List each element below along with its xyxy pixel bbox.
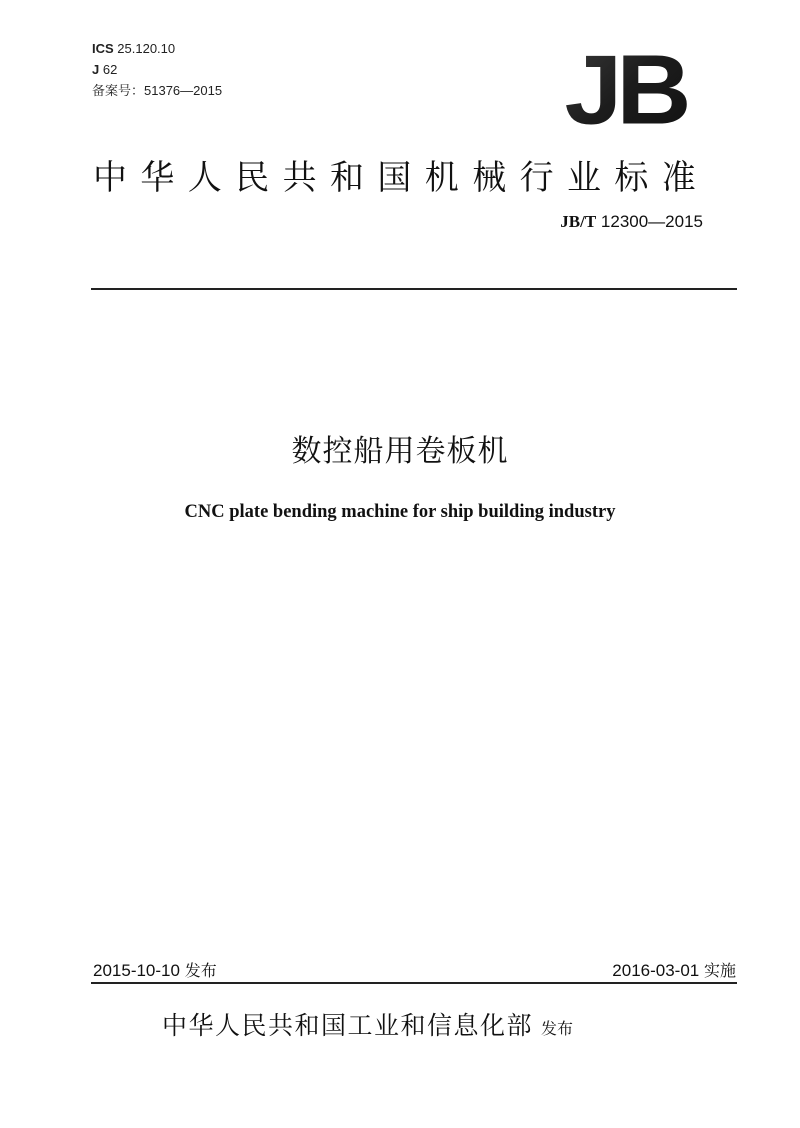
issuer-organization: 中华人民共和国工业和信息化部 [162, 1011, 534, 1040]
filing-label: 备案号： [92, 83, 145, 98]
standard-number-value: 12300—2015 [600, 212, 703, 231]
standard-number [560, 212, 703, 232]
filing-number: 51376—2015 [144, 83, 223, 98]
issue-date-value: 2015-10-10 [93, 961, 180, 980]
class-code-label: J [92, 62, 100, 77]
filing-line [92, 80, 222, 101]
document-meta [92, 38, 222, 101]
title-english: CNC plate bending machine for ship building industry [184, 502, 616, 522]
implement-date [612, 958, 736, 981]
class-code: 62 [102, 62, 118, 77]
class-code-line [92, 59, 222, 80]
ics-line [92, 38, 222, 59]
issue-date-label: 发布 [184, 961, 217, 980]
ics-label: ICS [92, 41, 114, 56]
issuer [162, 1006, 573, 1042]
implement-date-label: 实施 [703, 961, 736, 980]
jb-logo-text: JB [564, 42, 686, 134]
issue-date [93, 958, 217, 981]
standard-category: 中华人民共和国机械行业标准 [93, 158, 710, 198]
implement-date-value: 2016-03-01 [612, 961, 700, 980]
issuer-action: 发布 [541, 1019, 574, 1038]
bottom-divider [91, 982, 737, 984]
jb-logo [552, 42, 698, 134]
ics-code: 25.120.10 [117, 41, 176, 56]
standard-number-prefix: JB/T [560, 212, 597, 231]
top-divider [91, 288, 737, 290]
title-chinese: 数控船用卷板机 [291, 434, 509, 469]
